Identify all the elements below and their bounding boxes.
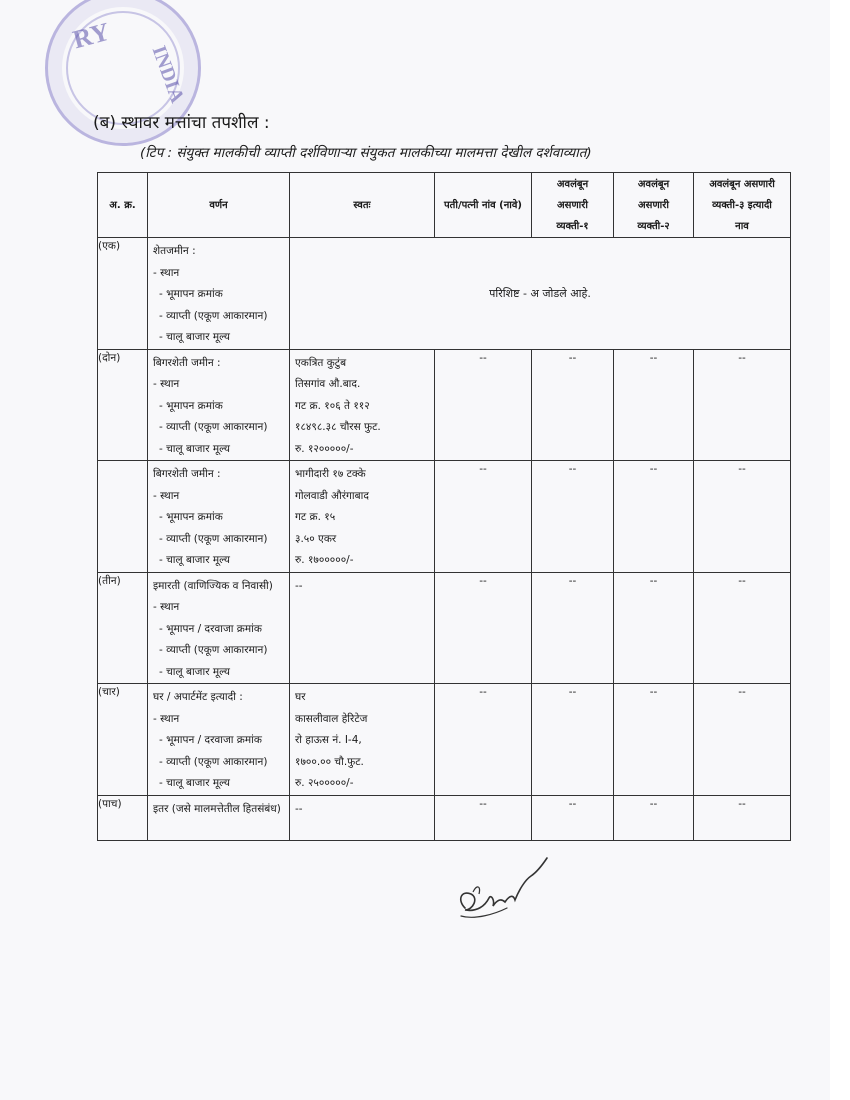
row-self-value: एकत्रित कुटुंब तिसगांव औ.बाद. गट क्र. १०६ ते ११२ १८४९८.३८ चौरस फुट. रु. १२०००००/- — [290, 349, 435, 461]
row-dependent-2-value: -- — [614, 461, 694, 573]
handwritten-signature — [455, 850, 555, 930]
row-description: इमारती (वाणिज्यिक व निवासी) - स्थान - भूमापन / दरवाजा क्रमांक - व्याप्ती (एकूण आकारमान) - चालू बाजार मूल्य — [148, 572, 290, 684]
row-number: (एक) — [98, 238, 148, 350]
row-number: (पाच) — [98, 795, 148, 840]
row-spouse-value: -- — [435, 795, 532, 840]
row-number: (चार) — [98, 684, 148, 796]
row-number: (दोन) — [98, 349, 148, 461]
table-row — [98, 795, 791, 840]
immovable-assets-table — [97, 172, 791, 841]
stamp-text-top: RY — [69, 16, 113, 55]
annexure-note: परिशिष्ट - अ जोडले आहे. — [290, 238, 791, 350]
row-description: इतर (जसे मालमत्तेतील हितसंबंध) — [148, 795, 290, 840]
header-spouse: पती/पत्नी नांव (नावे) — [435, 173, 532, 238]
row-description: घर / अपार्टमेंट इत्यादी : - स्थान - भूमापन / दरवाजा क्रमांक - व्याप्ती (एकूण आकारमान) - चालू बाजार मूल्य — [148, 684, 290, 796]
row-dependent-3-value: -- — [694, 684, 791, 796]
row-dependent-1-value: -- — [532, 461, 614, 573]
stamp-text-right: INDIA — [147, 42, 189, 106]
row-dependent-2-value: -- — [614, 349, 694, 461]
row-self-value: -- — [290, 795, 435, 840]
row-dependent-3-value: -- — [694, 461, 791, 573]
row-spouse-value: -- — [435, 572, 532, 684]
row-description: शेतजमीन : - स्थान - भूमापन क्रमांक - व्याप्ती (एकूण आकारमान) - चालू बाजार मूल्य — [148, 238, 290, 350]
row-spouse-value: -- — [435, 461, 532, 573]
row-number — [98, 461, 148, 573]
row-dependent-3-value: -- — [694, 349, 791, 461]
row-number: (तीन) — [98, 572, 148, 684]
table-row — [98, 238, 791, 350]
header-description: वर्णन — [148, 173, 290, 238]
table-row — [98, 572, 791, 684]
row-dependent-3-value: -- — [694, 795, 791, 840]
section-heading: (ब) स्थावर मत्तांचा तपशील : — [93, 113, 270, 133]
row-dependent-2-value: -- — [614, 684, 694, 796]
row-description: बिगरशेती जमीन : - स्थान - भूमापन क्रमांक - व्याप्ती (एकूण आकारमान) - चालू बाजार मूल्य — [148, 461, 290, 573]
table-row — [98, 461, 791, 573]
row-self-value: घर कासलीवाल हेरिटेज रो हाऊस नं. I-4, १७००.०० चौ.फुट. रु. २५०००००/- — [290, 684, 435, 796]
page-margin — [830, 0, 850, 1100]
row-dependent-1-value: -- — [532, 795, 614, 840]
row-dependent-1-value: -- — [532, 349, 614, 461]
header-dependent-2: अवलंबून असणारी व्यक्ती-२ — [614, 173, 694, 238]
section-note: (टिप : संयुक्त मालकीची व्याप्ती दर्शविणाऱ्या संयुकत मालकीच्या मालमत्ता देखील दर्शवाव्यात) — [140, 145, 592, 161]
header-sr: अ. क्र. — [98, 173, 148, 238]
row-self-value: भागीदारी १७ टक्के गोलवाडी औरंगाबाद गट क्र. १५ ३.५० एकर रु. १७०००००/- — [290, 461, 435, 573]
row-dependent-2-value: -- — [614, 795, 694, 840]
table-row — [98, 349, 791, 461]
row-description: बिगरशेती जमीन : - स्थान - भूमापन क्रमांक - व्याप्ती (एकूण आकारमान) - चालू बाजार मूल्य — [148, 349, 290, 461]
row-dependent-1-value: -- — [532, 572, 614, 684]
header-self: स्वतः — [290, 173, 435, 238]
table-header-row — [98, 173, 791, 238]
row-spouse-value: -- — [435, 684, 532, 796]
row-spouse-value: -- — [435, 349, 532, 461]
row-dependent-3-value: -- — [694, 572, 791, 684]
row-dependent-2-value: -- — [614, 572, 694, 684]
row-self-value: -- — [290, 572, 435, 684]
header-dependent-3: अवलंबून असणारी व्यक्ती-३ इत्यादी नाव — [694, 173, 791, 238]
table-row — [98, 684, 791, 796]
row-dependent-1-value: -- — [532, 684, 614, 796]
header-dependent-1: अवलंबून असणारी व्यक्ती-१ — [532, 173, 614, 238]
